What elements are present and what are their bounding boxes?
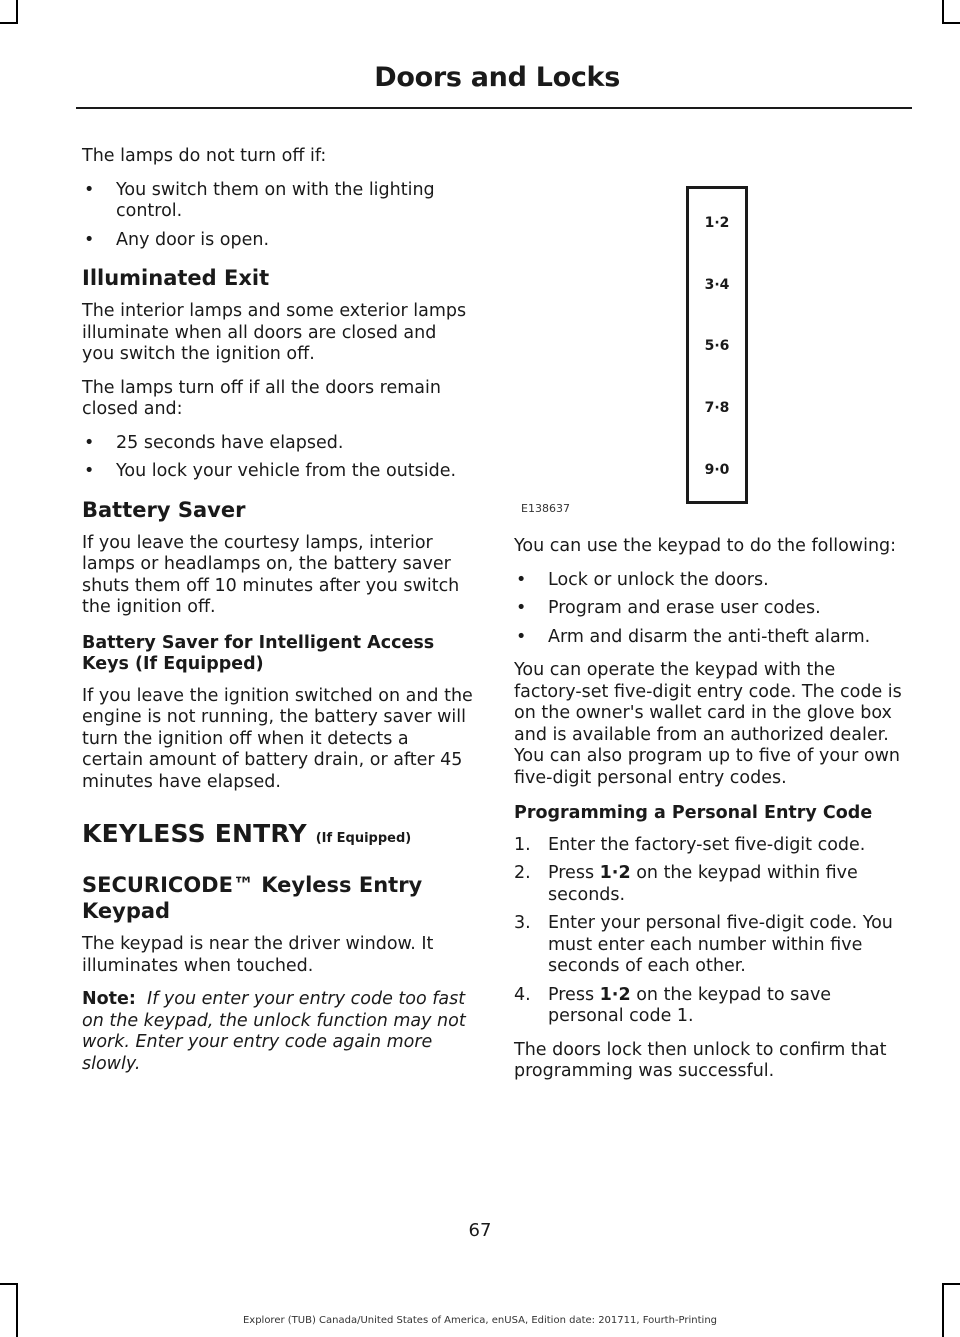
paragraph: The doors lock then unlock to confirm that programming was successful. xyxy=(514,1039,887,1081)
crop-mark xyxy=(16,0,18,24)
keypad-key-label: 9·0 xyxy=(704,462,730,478)
page-number: 67 xyxy=(468,1220,492,1241)
list-item: • Program and erase user codes. xyxy=(516,598,821,618)
figure-id: E138637 xyxy=(521,502,570,515)
paragraph: You can operate the keypad with the factory-set five-digit entry code. The code is on the owner's wallet card in the glove box and is available from an authorized dealer. You can also program up to five of your own five-digit personal entry codes. xyxy=(514,660,902,788)
section-heading-battery-saver: Battery Saver xyxy=(82,497,246,522)
crop-mark xyxy=(942,0,944,24)
paragraph: The interior lamps and some exterior lamps illuminate when all doors are closed and you switch the ignition off. xyxy=(82,301,467,364)
list-item: • Any door is open. xyxy=(84,229,270,250)
paragraph: If you leave the courtesy lamps, interior lamps or headlamps on, the battery saver shuts them off 10 minutes after you switch the ignition off. xyxy=(82,532,460,617)
list-item: 4. Press 1·2 on the keypad to save personal code 1. xyxy=(514,984,832,1026)
note: Note: If you enter your entry code too fast on the keypad, the unlock function may not work. Enter your entry code again more slowly. xyxy=(82,989,466,1074)
programming-steps xyxy=(514,835,906,1028)
intro-text: The lamps do not turn off if: xyxy=(82,146,327,166)
paragraph: You can use the keypad to do the following: xyxy=(514,536,897,556)
paragraph: The keypad is near the driver window. It illuminates when touched. xyxy=(82,934,434,976)
list-item: • 25 seconds have elapsed. xyxy=(84,432,344,453)
left-column xyxy=(82,146,474,1087)
subsection-heading-programming: Programming a Personal Entry Code xyxy=(514,803,873,823)
section-heading-securicode: SECURICODE™ Keyless Entry Keypad xyxy=(82,873,423,923)
intro-bullets xyxy=(82,180,474,252)
paragraph: The lamps turn off if all the doors remain closed and: xyxy=(82,377,441,419)
keypad-key-label: 1·2 xyxy=(704,215,730,231)
keypad-uses-bullets xyxy=(514,570,906,649)
illuminated-exit-bullets xyxy=(82,433,474,483)
list-item: 3. Enter your personal five-digit code. You must enter each number within five seconds of each other. xyxy=(514,913,893,976)
crop-mark xyxy=(942,1283,960,1285)
list-item: • Lock or unlock the doors. xyxy=(516,569,769,590)
subsection-heading-intelligent-access: Battery Saver for Intelligent Access Keys (If Equipped) xyxy=(82,632,435,674)
crop-mark xyxy=(0,1283,18,1285)
keypad-key-label: 5·6 xyxy=(704,338,730,354)
keypad-illustration xyxy=(686,186,748,504)
list-item: • You lock your vehicle from the outside. xyxy=(84,461,457,481)
footer-text: Explorer (TUB) Canada/United States of America, enUSA, Edition date: 201711, Fourth-Printing xyxy=(242,1315,718,1326)
crop-mark xyxy=(16,1283,18,1337)
list-item: 1. Enter the factory-set five-digit code. xyxy=(514,834,866,855)
list-item: • Arm and disarm the anti-theft alarm. xyxy=(516,626,871,647)
paragraph: If you leave the ignition switched on and the engine is not running, the battery saver will turn the ignition off when it detects a certain amount of battery drain, or after 45 minutes have elapsed. xyxy=(82,685,473,792)
keypad-key-label: 3·4 xyxy=(704,277,730,293)
chapter-heading-keyless-entry: KEYLESS ENTRY (If Equipped) xyxy=(82,819,412,848)
crop-mark xyxy=(942,1283,944,1337)
crop-mark xyxy=(942,22,960,24)
crop-mark xyxy=(0,22,18,24)
list-item: • You switch them on with the lighting control. xyxy=(84,179,435,221)
section-heading-illuminated-exit: Illuminated Exit xyxy=(82,266,270,290)
keypad-key-label: 7·8 xyxy=(704,400,730,416)
page-title: Doors and Locks xyxy=(374,62,620,93)
header-rule xyxy=(76,107,912,109)
list-item: 2. Press 1·2 on the keypad within five seconds. xyxy=(514,863,858,905)
right-column xyxy=(514,536,906,1095)
